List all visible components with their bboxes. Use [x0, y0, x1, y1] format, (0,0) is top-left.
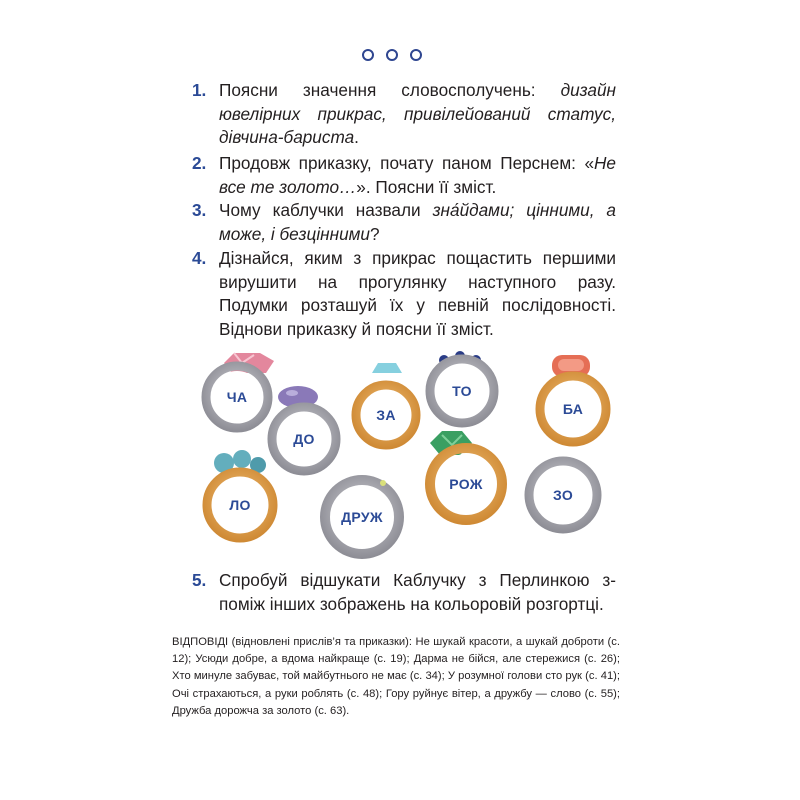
task-italic-part: дизайн ювелірних прикрас, привілейований статус, дівчина-бариста [219, 80, 616, 147]
answers-label: ВІДПОВІДІ [172, 636, 229, 648]
task-text [219, 79, 616, 150]
task-text [219, 199, 616, 246]
ring-syllable: БА [562, 401, 584, 417]
task-text-part: Поясни значення словосполучень: [219, 80, 561, 100]
task-number: 2. [192, 153, 207, 173]
decorative-dots [362, 49, 422, 61]
ring-syllable: ЗО [552, 487, 574, 503]
aqua-gem-icon [372, 363, 402, 373]
task-text-part: Продовж приказку, почату паном Перснем: « [219, 153, 595, 173]
ring-syllable: ДО [293, 431, 315, 447]
task-3 [192, 199, 616, 246]
task-text-part: Чому каблучки назвали [219, 200, 433, 220]
answers-text: (відновлені прислів’я та приказки): Не шукай красоти, а шукай доброти (с. 12); Усюди добре, а вдома найкраще (с. 19); Дарма не бійся, але стережися (с. 26); Хто минуле забуває, той майбутнього не має (с. 34); У розумної голови сто рук (с. 41); Очі страхаються, а руки роблять (с. 48); Гору руйнує вітер, а дружбу — слово (с. 55); Дружба дорожча за золото (с. 63). [172, 636, 620, 717]
circle-icon [410, 49, 422, 61]
circle-icon [362, 49, 374, 61]
task-number: 1. [192, 80, 207, 100]
ring-za [356, 363, 416, 445]
task-1 [192, 79, 616, 150]
task-text-part: ? [369, 223, 380, 244]
ring-ba [540, 355, 606, 442]
circle-icon [386, 49, 398, 61]
task-text [219, 152, 616, 199]
rings-svg [180, 345, 620, 565]
ring-syllable: ДРУЖ [341, 509, 383, 525]
task-text-part: . [354, 127, 359, 147]
ring-syllable: РОЖ [449, 476, 483, 492]
ring-syllable: ТО [452, 383, 472, 399]
ring-syllable: ЗА [376, 407, 396, 423]
ring-syllable: ЧА [226, 389, 248, 405]
ring-do [272, 386, 336, 471]
task-number: 5. [192, 570, 207, 590]
task-number: 3. [192, 200, 207, 220]
task-2 [192, 152, 616, 199]
task-text: Спробуй відшукати Каблучку з Перлинкою з-поміж інших зображень на кольоровій розгортці. [219, 570, 616, 614]
task-text-part: ». Поясни її зміст. [356, 176, 497, 197]
task-number: 4. [192, 248, 207, 268]
task-text: Дізнайся, яким з прикрас пощастить першими вирушити на прогулянку наступного разу. Подумки розташуй їх у певній послідовності. Віднови приказку й поясни її зміст. [219, 248, 616, 339]
task-italic-part: зна́йдами; цінними, а може, і безцінними [219, 200, 616, 244]
task-5 [192, 569, 616, 616]
ring-lo [207, 450, 273, 538]
answers-block [172, 634, 620, 720]
rings-illustration [180, 345, 620, 565]
teal-gem-icon [233, 450, 251, 468]
task-4 [192, 247, 616, 341]
ring-syllable: ЛО [229, 497, 251, 513]
task-italic-part: Не все те золото… [219, 153, 616, 197]
